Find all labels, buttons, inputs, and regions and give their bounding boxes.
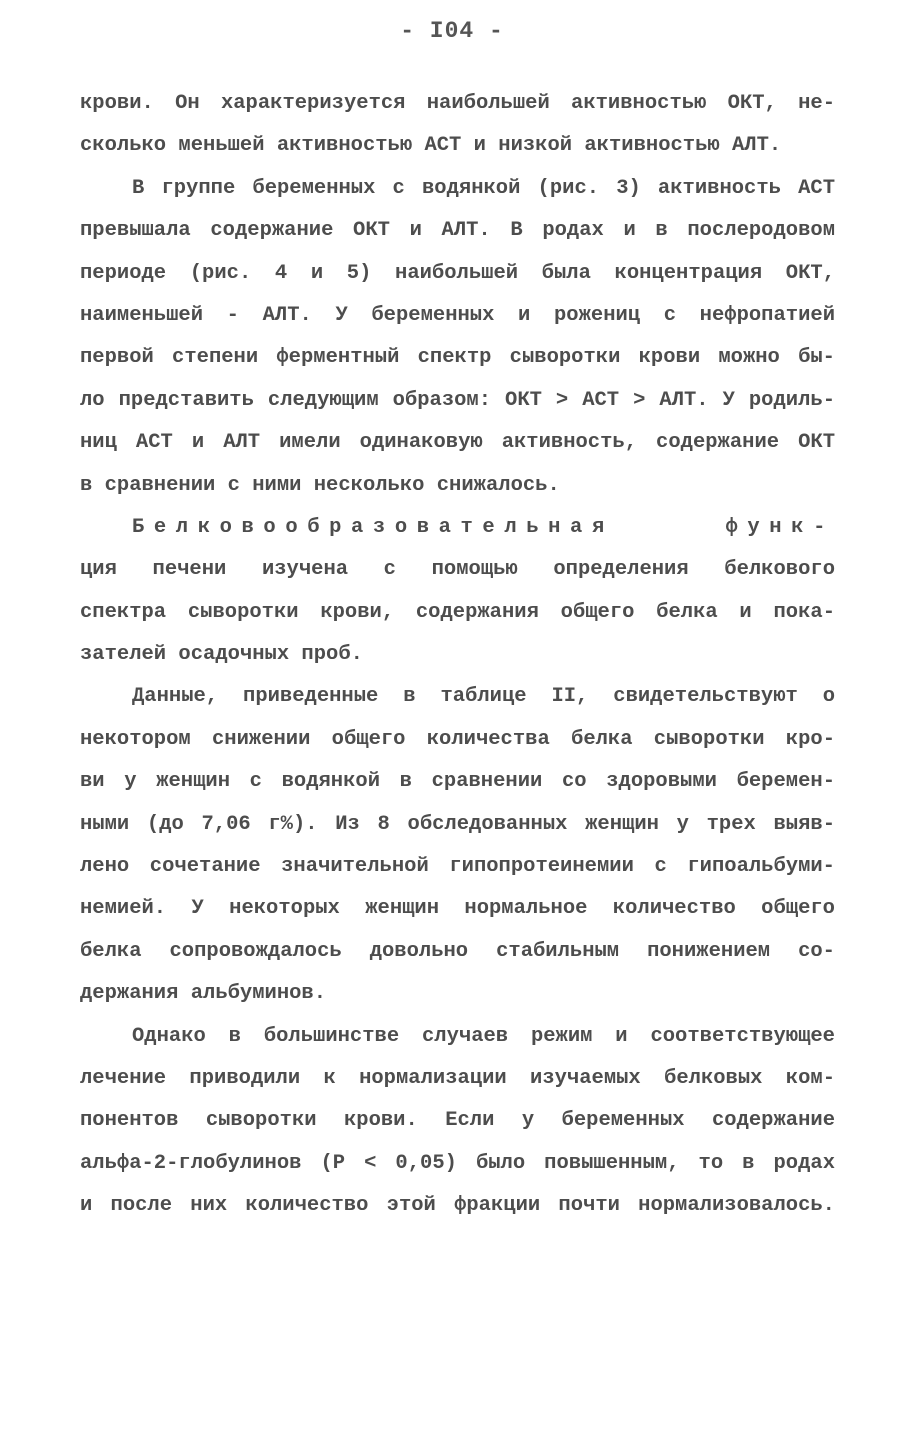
text-line: некотором снижении общего количества белка сыворотки кро- — [80, 727, 835, 751]
paragraph — [80, 83, 835, 168]
page-number: - I04 - — [400, 18, 504, 44]
paragraph — [80, 1016, 835, 1228]
text-line: крови. Он характеризуется наибольшей активностью ОКТ, не- — [80, 92, 835, 115]
paragraph — [80, 507, 835, 677]
text-line: сколько меньшей активностью АСТ и низкой активностью АЛТ. — [80, 134, 782, 158]
text-line: и после них количество этой фракции почти нормализовалось. — [80, 1194, 835, 1218]
text-line: Однако в большинстве случаев режим и соответствующее — [132, 1024, 835, 1048]
text-line: периоде (рис. 4 и 5) наибольшей была концентрация ОКТ, — [80, 261, 835, 285]
text-line: ция печени изучена с помощью определения белкового — [80, 558, 835, 582]
text-line: лено сочетание значительной гипопротеинемии с гипоальбуми- — [80, 855, 835, 879]
text-line: Данные, приведенные в таблице II, свидетельствуют о — [132, 685, 835, 709]
text-line: в сравнении с ними несколько снижалось. — [80, 473, 560, 497]
text-line: наименьшей - АЛТ. У беременных и рожениц с нефропатией — [80, 303, 835, 327]
text-line: ниц АСТ и АЛТ имели одинаковую активность, содержание ОКТ — [80, 431, 835, 455]
text-line: белка сопровождалось довольно стабильным понижением со- — [80, 939, 835, 963]
text-line: зателей осадочных проб. — [80, 643, 363, 667]
text-line: ными (до 7,06 г%). Из 8 обследованных женщин у трех выяв- — [80, 812, 835, 836]
text-line: лечение приводили к нормализации изучаемых белковых ком- — [80, 1066, 835, 1090]
text-line: первой степени ферментный спектр сыворотки крови можно бы- — [80, 346, 835, 370]
text-line: превышала содержание ОКТ и АЛТ. В родах и в послеродовом — [80, 219, 835, 243]
text-line: спектра сыворотки крови, содержания общего белка и пока- — [80, 600, 835, 624]
text-line: понентов сыворотки крови. Если у беременных содержание — [80, 1109, 835, 1133]
text-line: В группе беременных с водянкой (рис. 3) активность АСТ — [132, 176, 835, 200]
text-line: альфа-2-глобулинов (P < 0,05) было повышенным, то в родах — [80, 1151, 835, 1175]
paragraph — [80, 168, 835, 507]
text-line: держания альбуминов. — [80, 982, 327, 1006]
body-text — [80, 83, 835, 1228]
text-line: ло представить следующим образом: ОКТ > АСТ > АЛТ. У родиль- — [80, 388, 835, 412]
paragraph — [80, 676, 835, 1015]
text-line: ви у женщин с водянкой в сравнении со здоровыми беремен- — [80, 770, 835, 794]
text-line: Белковообразовательная функ- — [132, 515, 835, 539]
text-line: немией. У некоторых женщин нормальное количество общего — [80, 897, 835, 921]
